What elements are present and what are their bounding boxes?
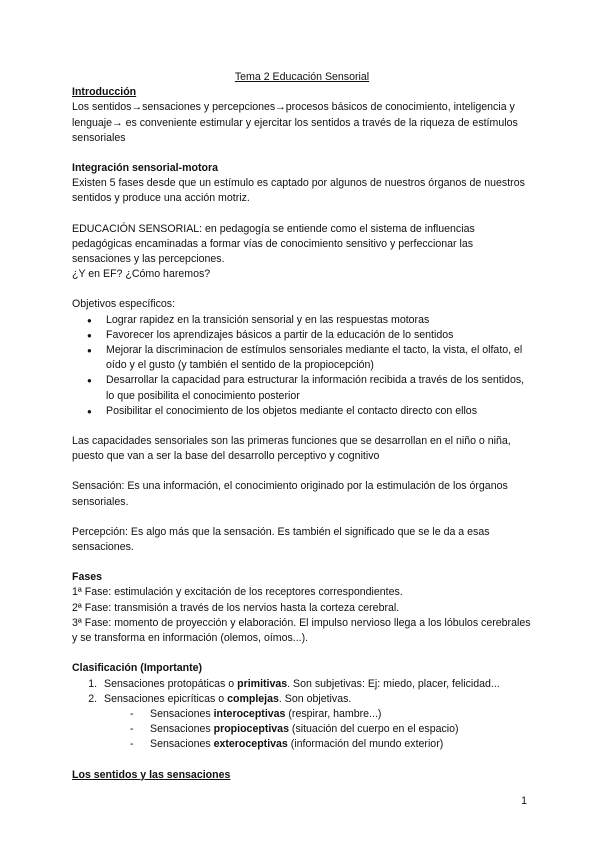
- list-item: ● Posibilitar el conocimiento de los objetos mediante el contacto directo con ellos: [104, 404, 532, 419]
- list-item: ● Favorecer los aprendizajes básicos a partir de la educación de lo sentidos: [104, 328, 532, 343]
- list-item: - Sensaciones exteroceptivas (información del mundo exterior): [150, 737, 532, 752]
- objetivos-heading: Objetivos específicos:: [72, 298, 176, 311]
- list-item: - Sensaciones propioceptivas (situación del cuerpo en el espacio): [150, 722, 532, 737]
- list-item: ● Mejorar la discriminacion de estímulos sensoriales mediante el tacto, la vista, el olfato, el oído y el gusto (y también el sentido de la propiocepción): [104, 343, 532, 373]
- list-item: 1. Sensaciones protopáticas o primitivas. Son subjetivas: Ej: miedo, placer, felicidad...: [100, 677, 532, 692]
- objetivos-list: [72, 313, 532, 419]
- list-item: - Sensaciones interoceptivas (respirar, hambre...): [150, 707, 532, 722]
- sentidos-heading: Los sentidos y las sensaciones: [72, 768, 231, 781]
- clasificacion-list: [72, 677, 532, 707]
- capacidades-text: Las capacidades sensoriales son las primeras funciones que se desarrollan en el niño o niña, puesto que van a ser la base del desarrollo perceptivo y cognitivo: [72, 435, 511, 463]
- integracion-text: Existen 5 fases desde que un estímulo es captado por algunos de nuestros órganos de nuestros sentidos y produce una acción motriz.: [72, 177, 525, 205]
- sensacion-text: Sensación: Es una información, el conocimiento originado por la estimulación de los órganos sensoriales.: [72, 480, 508, 508]
- list-item: 2. Sensaciones epicríticas o complejas. Son objetivas.: [100, 692, 532, 707]
- intro-text: Los sentidos→sensaciones y percepciones→procesos básicos de conocimiento, inteligencia y lenguaje→ es conveniente estimular y ejercitar los sentidos a través de la riqueza de estímulos sensoriales: [72, 101, 518, 144]
- clasificacion-sublist: [72, 707, 532, 753]
- integracion-heading: Integración sensorial-motora: [72, 162, 218, 175]
- document-page: [72, 70, 532, 783]
- educacion-text: EDUCACIÓN SENSORIAL: en pedagogía se entiende como el sistema de influencias pedagógicas encaminadas a formar vías de conocimiento sensitivo y perfeccionar las sensaciones y las percepciones.: [72, 222, 475, 266]
- intro-heading: Introducción: [72, 86, 137, 99]
- list-item: ● Desarrollar la capacidad para estructurar la información recibida a través de los sentidos, lo que posibilita el conocimiento posterior: [104, 373, 532, 403]
- page-number: 1: [521, 795, 527, 807]
- fase-item: 2ª Fase: transmisión a través de los nervios hasta la corteza cerebral.: [72, 601, 400, 614]
- page-title: Tema 2 Educación Sensorial: [234, 71, 370, 83]
- fases-heading: Fases: [72, 571, 103, 584]
- educacion-question: ¿Y en EF? ¿Cómo haremos?: [72, 268, 211, 281]
- percepcion-text: Percepción: Es algo más que la sensación. Es también el significado que se le da a esas sensaciones.: [72, 525, 490, 554]
- fase-item: 1ª Fase: estimulación y excitación de los receptores correspondientes.: [72, 586, 403, 599]
- fase-item: 3ª Fase: momento de proyección y elaboración. El impulso nervioso llega a los lóbulos cerebrales y se transforma en información (olemos, oímos...).: [72, 616, 531, 645]
- list-item: ● Lograr rapidez en la transición sensorial y en las respuestas motoras: [104, 313, 532, 328]
- clasificacion-heading: Clasificación (Importante): [72, 662, 203, 675]
